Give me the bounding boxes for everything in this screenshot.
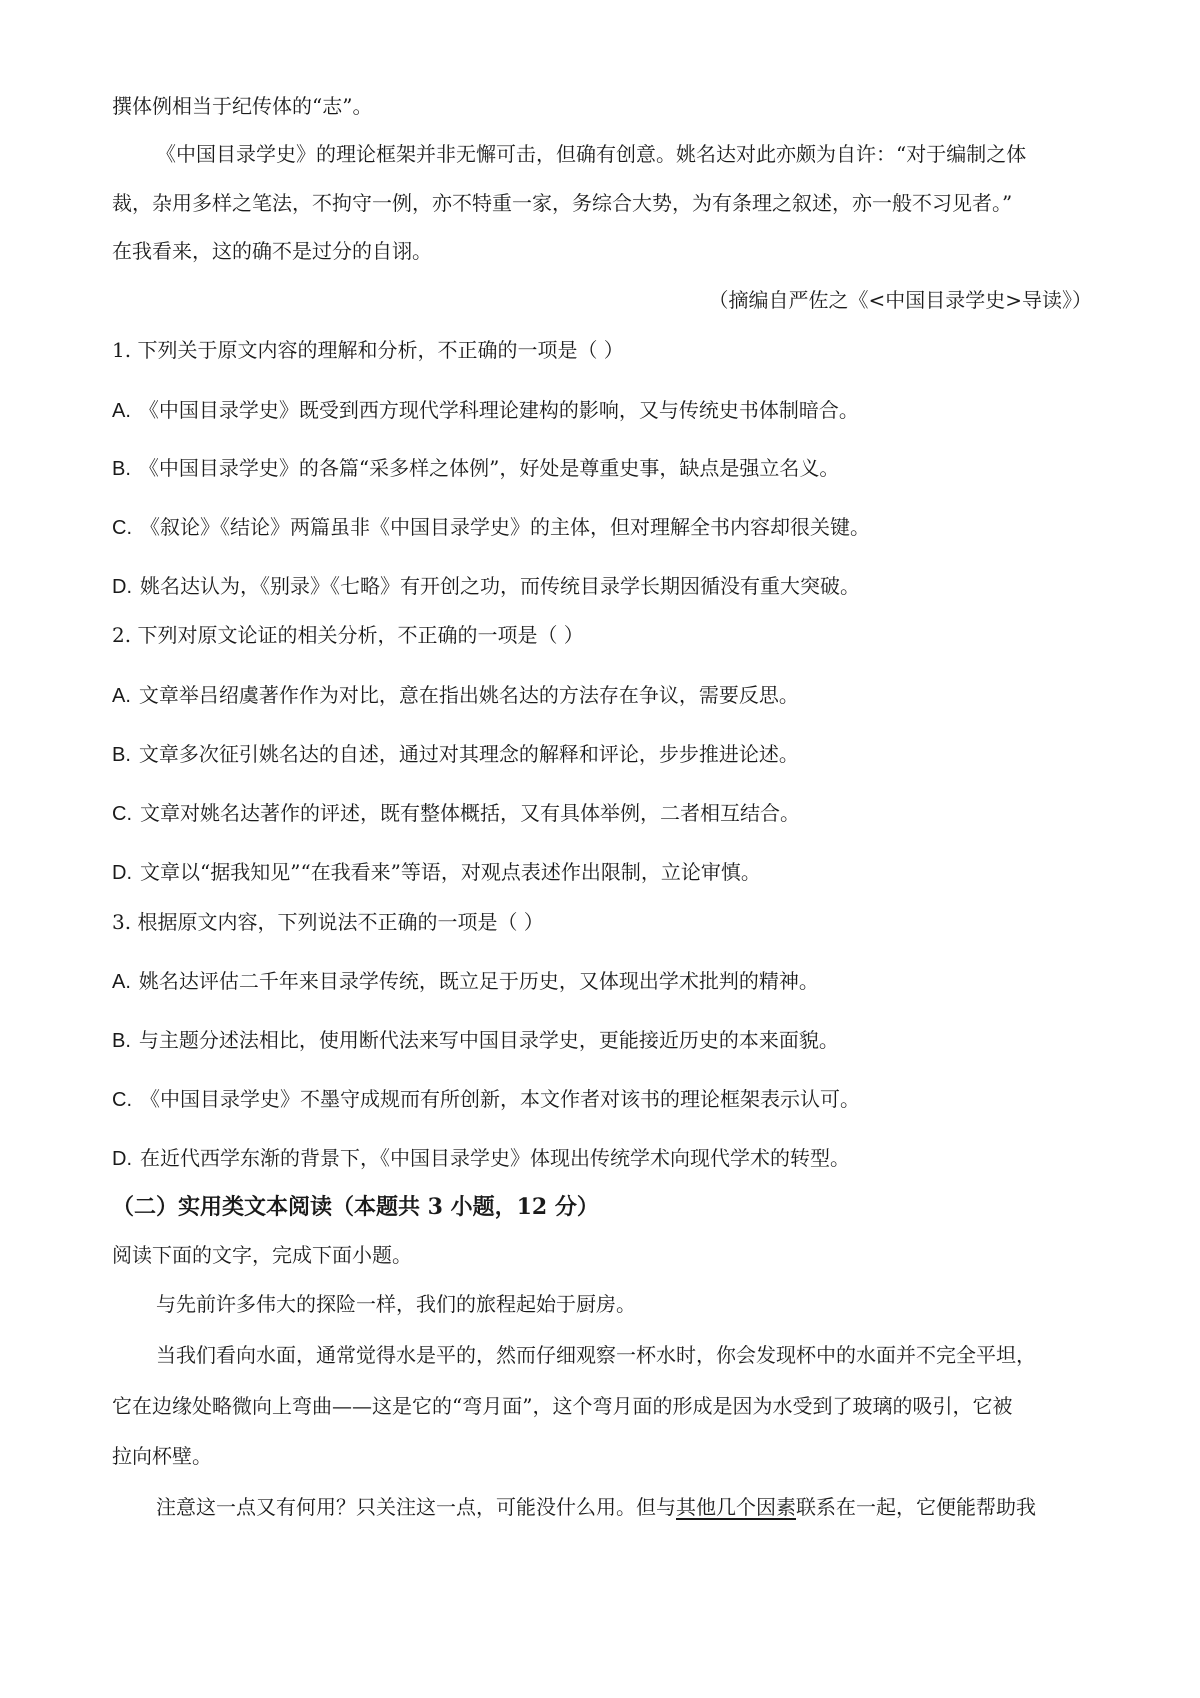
- underlined-phrase: 其他几个因素: [676, 1495, 796, 1519]
- passage-line: 与先前许多伟大的探险一样，我们的旅程起始于厨房。: [156, 1292, 636, 1316]
- answer-option: [112, 458, 839, 479]
- answer-option: [112, 576, 860, 597]
- answer-option: [112, 1148, 850, 1169]
- option-text: 文章多次征引姚名达的自述，通过对其理念的解释和评论，步步推进论述。: [138, 742, 799, 766]
- answer-option: [112, 1089, 860, 1110]
- option-letter: A.: [112, 971, 131, 993]
- option-text: 《中国目录学史》不墨守成规而有所创新，本文作者对该书的理论框架表示认可。: [140, 1087, 860, 1111]
- option-text: 在近代西学东渐的背景下，《中国目录学史》体现出传统学术向现代学术的转型。: [140, 1146, 850, 1170]
- option-text: 《叙论》《结论》两篇虽非《中国目录学史》的主体，但对理解全书内容却很关键。: [140, 515, 870, 539]
- passage-line: [156, 1497, 1036, 1517]
- answer-option: [112, 803, 800, 824]
- passage-line: 裁，杂用多样之笔法，不拘守一例，亦不特重一家，务综合大势，为有条理之叙述，亦一般不习见者。”: [112, 191, 1013, 215]
- option-letter: C.: [112, 1089, 132, 1111]
- option-letter: D.: [112, 862, 132, 884]
- option-letter: B.: [112, 1030, 131, 1052]
- passage-line: 在我看来，这的确不是过分的自诩。: [112, 239, 432, 263]
- option-letter: C.: [112, 517, 132, 539]
- passage-source: （摘编自严佐之《<中国目录学史>导读》）: [708, 288, 1092, 312]
- option-text: 文章以“据我知见”“在我看来”等语，对观点表述作出限制，立论审慎。: [140, 860, 761, 884]
- passage-line: 撰体例相当于纪传体的“志”。: [112, 94, 373, 118]
- passage-text: 联系在一起，它便能帮助我: [796, 1495, 1036, 1519]
- passage-line: 《中国目录学史》的理论框架并非无懈可击，但确有创意。姚名达对此亦颇为自许：“对于编制之体: [156, 142, 1027, 166]
- answer-option: [112, 1030, 839, 1051]
- option-letter: A.: [112, 685, 131, 707]
- option-text: 文章对姚名达著作的评述，既有整体概括，又有具体举例，二者相互结合。: [140, 801, 800, 825]
- answer-option: [112, 517, 870, 538]
- option-text: 《中国目录学史》的各篇“采多样之体例”，好处是尊重史事，缺点是强立名义。: [138, 456, 840, 480]
- section-heading: （二）实用类文本阅读（本题共 3 小题，12 分）: [112, 1194, 599, 1220]
- passage-text: 注意这一点又有何用？只关注这一点，可能没什么用。但与: [156, 1495, 676, 1519]
- answer-option: [112, 971, 819, 992]
- answer-option: [112, 685, 799, 706]
- answer-option: [112, 862, 761, 883]
- option-text: 《中国目录学史》既受到西方现代学科理论建构的影响，又与传统史书体制暗合。: [138, 398, 859, 422]
- question-stem: 1. 下列关于原文内容的理解和分析，不正确的一项是（ ）: [112, 338, 624, 362]
- option-letter: B.: [112, 458, 131, 480]
- option-text: 文章举吕绍虞著作作为对比，意在指出姚名达的方法存在争议，需要反思。: [138, 683, 799, 707]
- answer-option: [112, 400, 859, 421]
- option-letter: A.: [112, 400, 131, 422]
- answer-option: [112, 744, 799, 765]
- passage-line: 它在边缘处略微向上弯曲——这是它的“弯月面”，这个弯月面的形成是因为水受到了玻璃的吸引，它被: [112, 1394, 1013, 1418]
- passage-line: 当我们看向水面，通常觉得水是平的，然而仔细观察一杯水时，你会发现杯中的水面并不完全平坦，: [156, 1343, 1036, 1367]
- option-letter: D.: [112, 1148, 132, 1170]
- option-letter: D.: [112, 576, 132, 598]
- option-letter: B.: [112, 744, 131, 766]
- option-text: 姚名达认为，《别录》《七略》有开创之功，而传统目录学长期因循没有重大突破。: [140, 574, 860, 598]
- question-stem: 3. 根据原文内容，下列说法不正确的一项是（ ）: [112, 910, 544, 934]
- passage-line: 拉向杯壁。: [112, 1444, 212, 1468]
- question-stem: 2. 下列对原文论证的相关分析，不正确的一项是（ ）: [112, 623, 584, 647]
- option-text: 与主题分述法相比，使用断代法来写中国目录学史，更能接近历史的本来面貌。: [138, 1028, 839, 1052]
- option-letter: C.: [112, 803, 132, 825]
- section-instruction: 阅读下面的文字，完成下面小题。: [112, 1243, 412, 1267]
- option-text: 姚名达评估二千年来目录学传统，既立足于历史，又体现出学术批判的精神。: [138, 969, 819, 993]
